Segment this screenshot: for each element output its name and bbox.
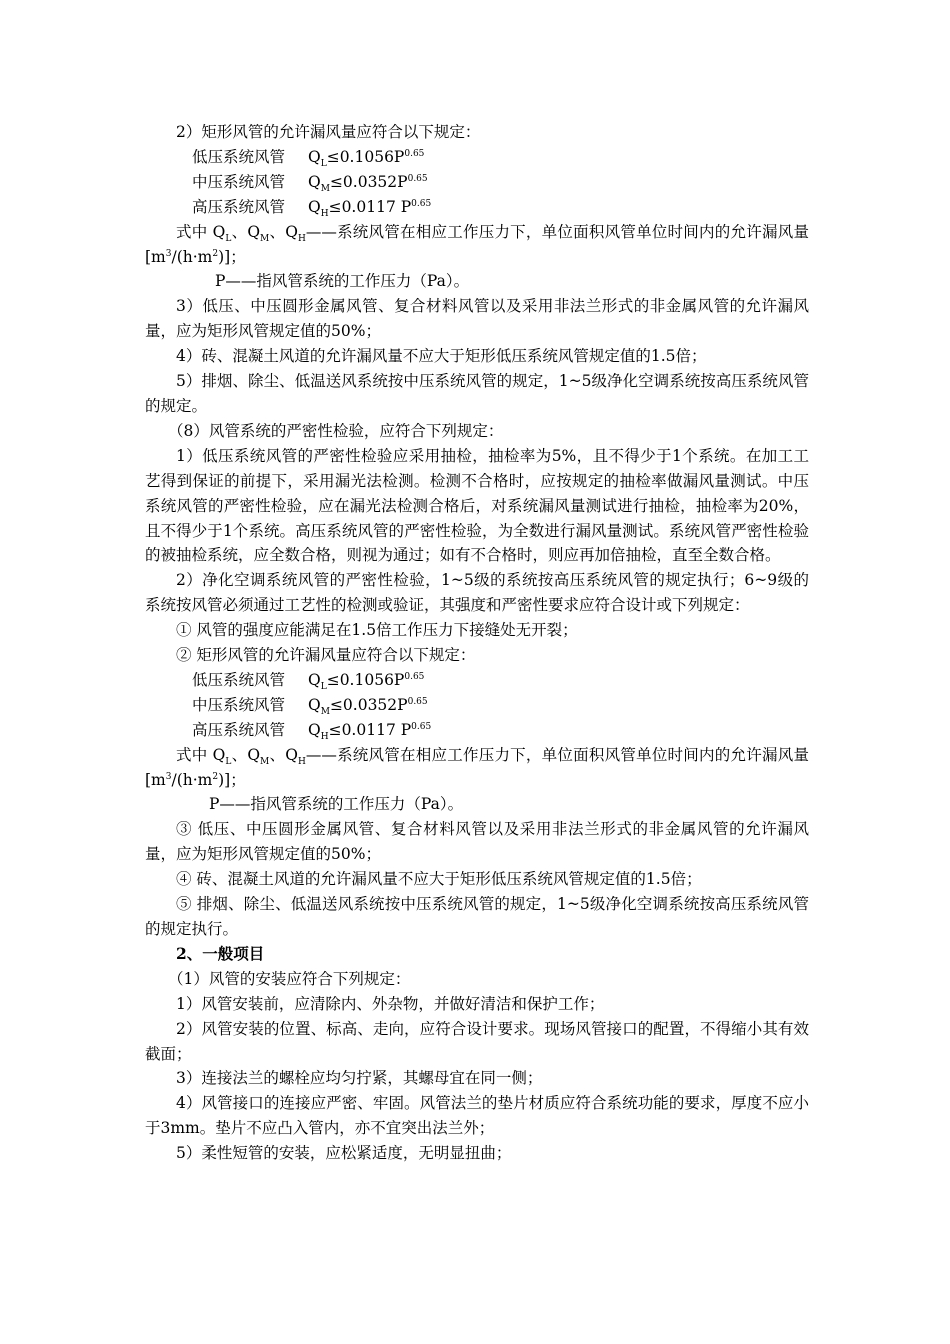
formula-low-pressure-2: 低压系统风管 $Q_L\le 0.1056P^{0.65}$ — [192, 670, 425, 693]
paragraph-8-item-2: 2）净化空调系统风管的严密性检验，1~5级的系统按高压系统风管的规定执行；6~9级的系统按风管必须通过工艺性的检测或验证，其强度和严密性要求应符合设计或下列规定： — [145, 571, 809, 615]
paragraph-rect-duct-leakage: 2）矩形风管的允许漏风量应符合以下规定： — [176, 123, 481, 141]
formula-where-definition-2: 式中 $Q_L$、$Q_M$、$Q_H——$系统风管在相应工作压力下，单位面积风管单位时间内的允许漏风量$[m^3/(h\cdot m^2)]$； — [145, 745, 809, 789]
paragraph-8-circle-4: ④ 砖、混凝土风道的允许漏风量不应大于矩形低压系统风管规定值的1.5倍； — [176, 870, 702, 889]
general-item-2: 2）风管安装的位置、标高、走向，应符合设计要求。现场风管接口的配置，不得缩小其有效截面； — [145, 1019, 809, 1063]
paragraph-item-4: 4）砖、混凝土风道的允许漏风量不应大于矩形低压系统风管规定值的1.5倍； — [176, 347, 707, 366]
general-subsection-1: （1）风管的安装应符合下列规定： — [168, 969, 411, 988]
general-item-1: 1）风管安装前，应清除内、外杂物，并做好清洁和保护工作； — [176, 994, 605, 1013]
paragraph-8-circle-3: ③ 低压、中压圆形金属风管、复合材料风管以及采用非法兰形式的非金属风管的允许漏风量，应为矩形风管规定值的50%； — [145, 820, 809, 864]
formula-medium-pressure-2: 中压系统风管 $Q_M\le 0.0352P^{0.65}$ — [192, 695, 428, 717]
formula-low-pressure: 低压系统风管 $Q_L\le 0.1056P^{0.65}$ — [192, 147, 425, 169]
section-8-title: （8）风管系统的严密性检验，应符合下列规定： — [168, 421, 504, 440]
general-item-5: 5）柔性短管的安装，应松紧适度，无明显扭曲； — [176, 1144, 512, 1163]
formula-high-pressure: 高压系统风管 $Q_H\le 0.0117$ $P^{0.65}$ — [192, 197, 432, 219]
document-page — [145, 120, 809, 1166]
paragraph-item-5: 5）排烟、除尘、低温送风系统按中压系统风管的规定，1~5级净化空调系统按高压系统风管的规定。 — [145, 372, 809, 415]
paragraph-8-circle-5: ⑤ 排烟、除尘、低温送风系统按中压系统风管的规定，1~5级净化空调系统按高压系统风管的规定执行。 — [145, 895, 809, 938]
formula-where-definition: 式中 $Q_L$、$Q_M$、$Q_H——$系统风管在相应工作压力下，单位面积风管单位时间内的允许漏风量$[m^3/(h\cdot m^2)]$； — [145, 222, 809, 266]
paragraph-8-circle-2: ② 矩形风管的允许漏风量应符合以下规定： — [176, 646, 476, 665]
formula-medium-pressure: 中压系统风管 $Q_M\le 0.0352P^{0.65}$ — [192, 172, 428, 194]
general-item-3: 3）连接法兰的螺栓应均匀拧紧，其螺母宜在同一侧； — [176, 1069, 543, 1088]
heading-general-items: 2、一般项目 — [176, 943, 265, 963]
paragraph-8-circle-1: ① 风管的强度应能满足在1.5倍工作压力下接缝处无开裂； — [176, 621, 578, 640]
formula-high-pressure-2: 高压系统风管 $Q_H\le 0.0117$ $P^{0.65}$ — [192, 720, 432, 742]
paragraph-item-3: 3）低压、中压圆形金属风管、复合材料风管以及采用非法兰形式的非金属风管的允许漏风量，应为矩形风管规定值的50%； — [145, 297, 809, 341]
pressure-definition-2: P——指风管系统的工作压力（Pa）。 — [209, 795, 464, 814]
general-item-4: 4）风管接口的连接应严密、牢固。风管法兰的垫片材质应符合系统功能的要求，厚度不应小于3mm。垫片不应凸入管内，亦不宜突出法兰外； — [145, 1094, 809, 1138]
paragraph-8-item-1: 1）低压系统风管的严密性检验应采用抽检，抽检率为5%，且不得少于1个系统。在加工工艺得到保证的前提下，采用漏光法检测。检测不合格时，应按规定的抽检率做漏风量测试。中压系统风管的严密性检验，应在漏光法检测合格后，对系统漏风量测试进行抽检，抽检率为20%，且不得少于1个系统。高压系统风管的严密性检验，为全数进行漏风量测试。系统风管严密性检验的被抽检系统，应全数合格，则视为通过；如有不合格时，则应再加倍抽检，直至全数合格。 — [145, 446, 809, 565]
pressure-definition: P——指风管系统的工作压力（Pa）。 — [215, 272, 470, 291]
